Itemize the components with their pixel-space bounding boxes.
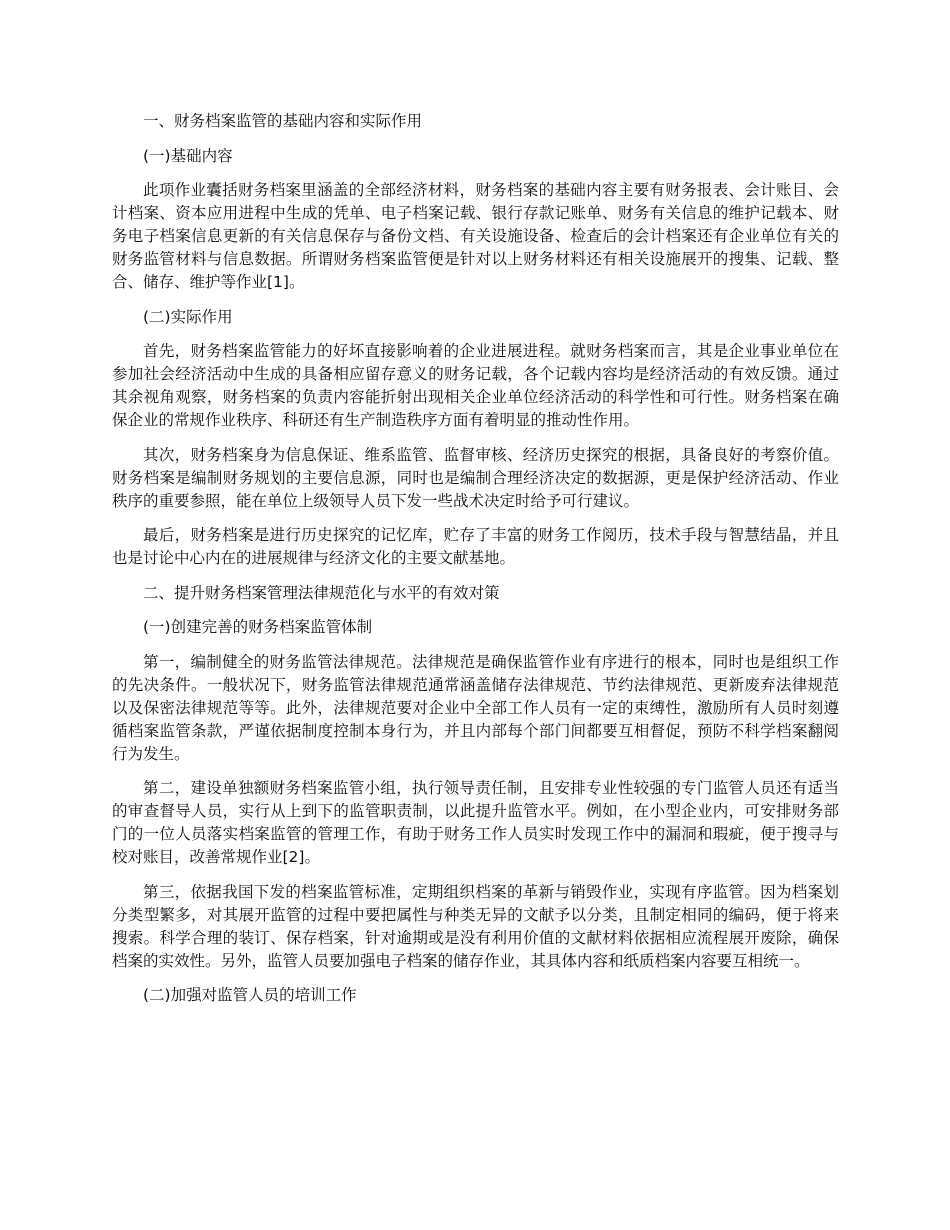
body-paragraph: 最后，财务档案是进行历史探究的记忆库，贮存了丰富的财务工作阅历，技术手段与智慧结晶，并且也是讨论中心内在的进展规律与经济文化的主要文献基地。 [112,526,839,567]
body-paragraph: 第三，依据我国下发的档案监管标准，定期组织档案的革新与销毁作业，实现有序监管。因为档案划分类型繁多，对其展开监管的过程中要把属性与种类无异的文献予以分类，且制定相同的编码，便于将来搜索。科学合理的装订、保存档案，针对逾期或是没有利用价值的文献材料依据相应流程展开废除，确保档案的实效性。另外，监管人员要加强电子档案的储存作业，其具体内容和纸质档案内容要互相统一。 [112,882,839,970]
body-paragraph: 首先，财务档案监管能力的好坏直接影响着的企业进展进程。就财务档案而言，其是企业事业单位在参加社会经济活动中生成的具备相应留存意义的财务记载，各个记载内容均是经济活动的有效反馈。通过其余视角观察，财务档案的负责内容能折射出现相关企业单位经济活动的科学性和可行性。财务档案在确保企业的常规作业秩序、科研还有生产制造秩序方面有着明显的推动性作用。 [112,342,839,429]
subsection-heading-1-2: (二)实际作用 [143,307,233,326]
body-paragraph: 此项作业囊括财务档案里涵盖的全部经济材料，财务档案的基础内容主要有财务报表、会计账目、会计档案、资本应用进程中生成的凭单、电子档案记载、银行存款记账单、财务有关信息的维护记载本、财务电子档案信息更新的有关信息保存与备份文档、有关设施设备、检查后的会计档案还有企业单位有关的财务监管材料与信息数据。所谓财务档案监管便是针对以上财务材料还有相关设施展开的搜集、记载、整合、储存、维护等作业[1]。 [112,181,839,291]
subsection-heading-2-2: (二)加强对监管人员的培训工作 [143,986,357,1004]
document-page [112,110,839,1019]
section-heading-2: 二、提升财务档案管理法律规范化与水平的有效对策 [143,583,500,602]
body-paragraph: 第二，建设单独额财务档案监管小组，执行领导责任制，且安排专业性较强的专门监管人员还有适当的审查督导人员，实行从上到下的监管职责制，以此提升监管水平。例如，在小型企业内，可安排财务部门的一位人员落实档案监管的管理工作，有助于财务工作人员实时发现工作中的漏洞和瑕疵，便于搜寻与校对账目，改善常规作业[2]。 [112,779,839,866]
section-heading-1: 一、财务档案监管的基础内容和实际作用 [143,112,423,130]
subsection-heading-1-1: (一)基础内容 [143,146,233,165]
body-paragraph: 其次，财务档案身为信息保证、维系监管、监督审核、经济历史探究的根据，具备良好的考察价值。财务档案是编制财务规划的主要信息源，同时也是编制合理经济决定的数据源，更是保护经济活动、作业秩序的重要参照，能在单位上级领导人员下发一些战术决定时给予可行建议。 [112,445,839,510]
body-paragraph: 第一，编制健全的财务监管法律规范。法律规范是确保监管作业有序进行的根本，同时也是组织工作的先决条件。一般状况下，财务监管法律规范通常涵盖储存法律规范、节约法律规范、更新废弃法律规范以及保密法律规范等等。此外，法律规范要对企业中全部工作人员有一定的束缚性，激励所有人员时刻遵循档案监管条款，严谨依据制度控制本身行为，并且内部每个部门间都要互相督促，预防不科学档案翻阅行为发生。 [112,652,839,763]
subsection-heading-2-1: (一)创建完善的财务档案监管体制 [143,618,373,636]
